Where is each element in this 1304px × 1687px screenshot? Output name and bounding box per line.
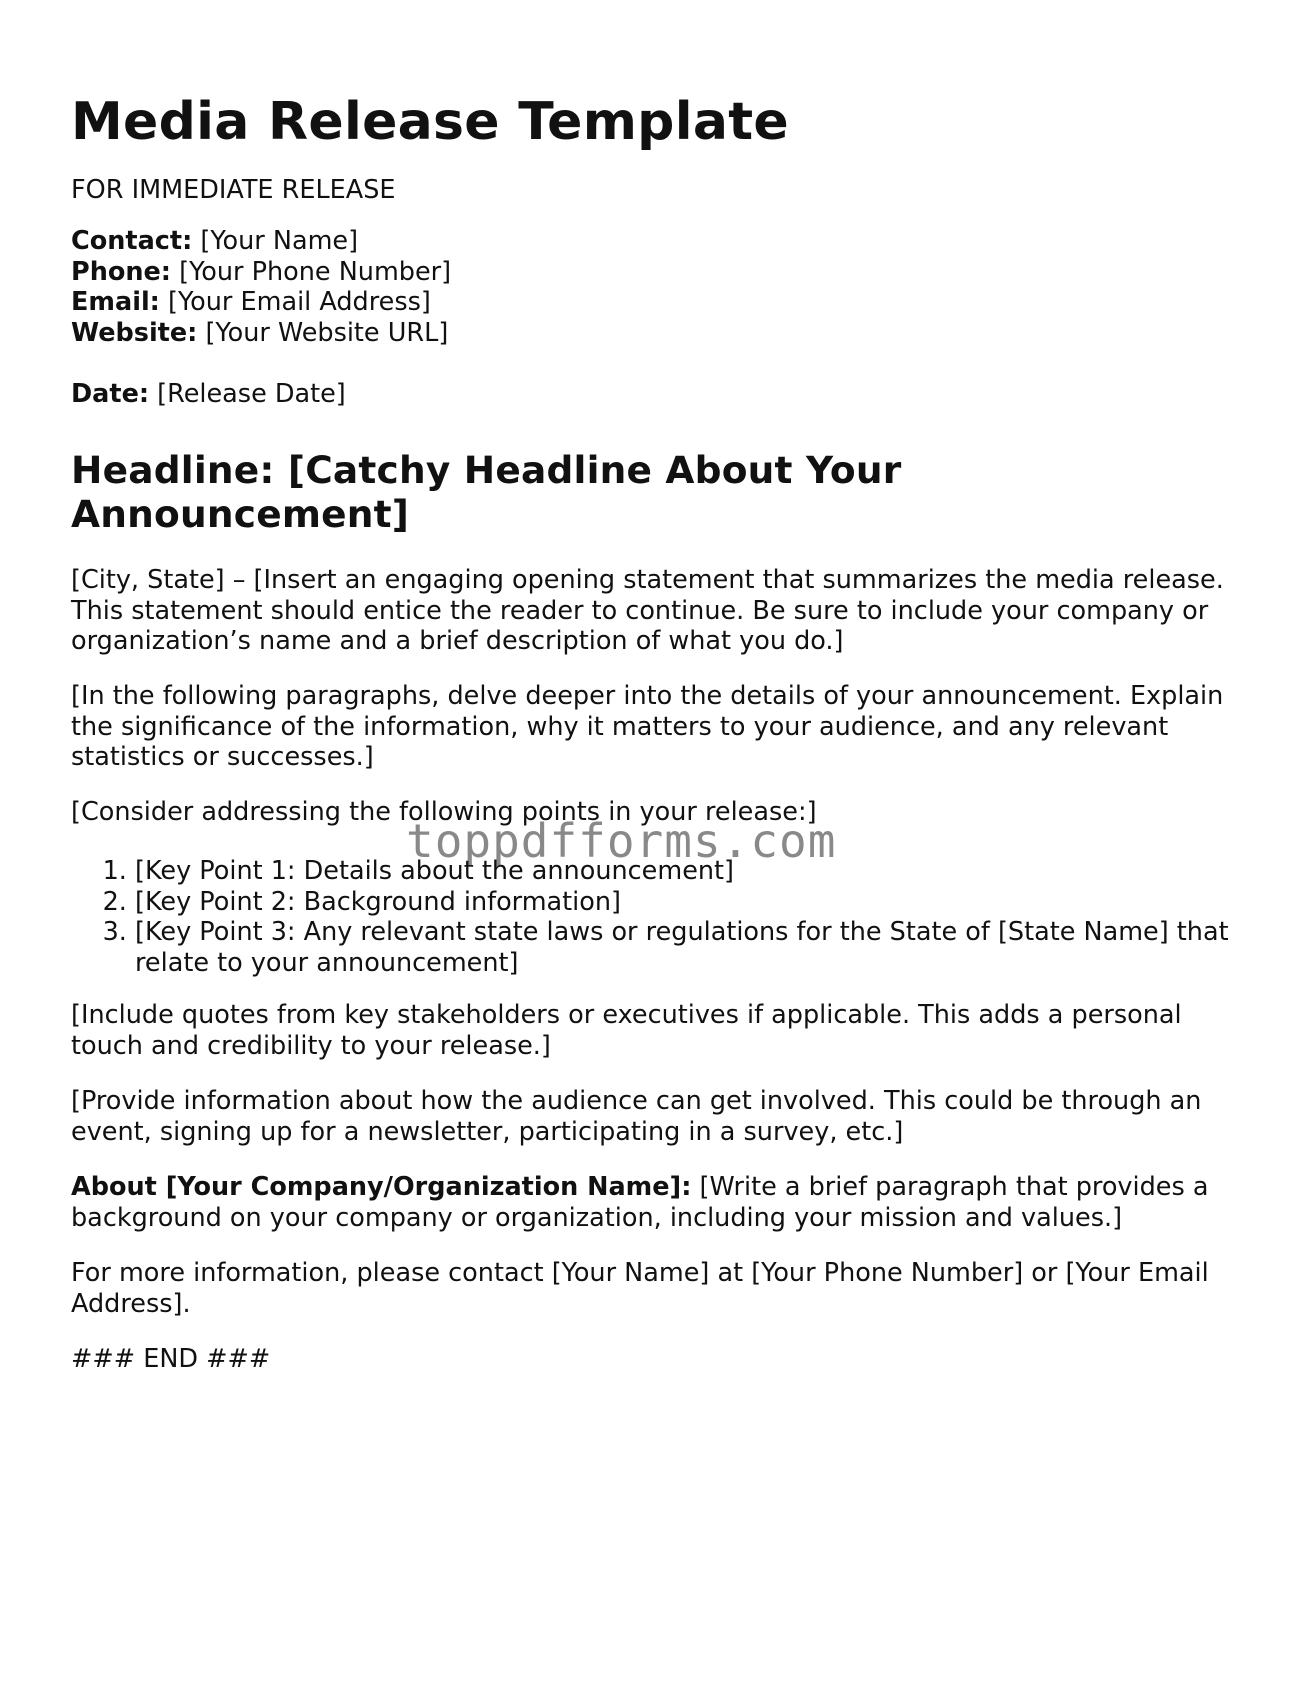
about-paragraph (71, 1172, 1231, 1233)
contact-value: [Your Name] (192, 226, 359, 256)
website-row (71, 318, 1231, 349)
list-item: 2. [Key Point 2: Background information] (135, 887, 1231, 918)
details-paragraph: [In the following paragraphs, delve deeper into the details of your announcement. Explain the significance of the information, why it matters to your audience, and any relevant statistics or successes.] (71, 681, 1224, 772)
date-row (71, 379, 1231, 410)
release-line: FOR IMMEDIATE RELEASE (71, 175, 396, 205)
website-value: [Your Website URL] (197, 317, 449, 348)
opening-paragraph: [City, State] – [Insert an engaging opening statement that summarizes the media release. This statement should entice the reader to continue. Be sure to include your company or organization’s name and a brief description of what you do.] (71, 565, 1224, 656)
contact-label: Contact: (71, 226, 193, 256)
email-label: Email: (71, 287, 160, 317)
phone-label: Phone: (71, 256, 172, 287)
page-title: Media Release Template (71, 92, 789, 152)
list-item: 1. [Key Point 1: Details about the announcement] (135, 856, 1231, 887)
date-value: [Release Date] (149, 379, 346, 409)
consider-paragraph: [Consider addressing the following points in your release:] (71, 797, 817, 827)
phone-row (71, 257, 1231, 288)
date-label: Date: (71, 379, 150, 409)
quotes-paragraph: [Include quotes from key stakeholders or executives if applicable. This adds a personal touch and credibility to your release.] (71, 1000, 1182, 1061)
website-label: Website: (71, 317, 198, 348)
headline: Headline: [Catchy Headline About Your Announcement] (71, 448, 902, 536)
involve-paragraph: [Provide information about how the audience can get involved. This could be through an event, signing up for a newsletter, participating in a survey, etc.] (71, 1086, 1202, 1147)
contact-block (71, 226, 1231, 348)
about-text: [Write a brief paragraph that provides a background on your company or organization, including your mission and values.] (71, 1172, 1209, 1233)
key-points-list (71, 856, 1231, 978)
more-info-paragraph: For more information, please contact [Your Name] at [Your Phone Number] or [Your Email Address]. (71, 1258, 1209, 1319)
watermark: toppdfforms.com (406, 814, 837, 868)
contact-row (71, 226, 1231, 257)
end-marker: ### END ### (71, 1344, 271, 1374)
phone-value: [Your Phone Number] (171, 256, 452, 287)
email-row (71, 287, 1231, 318)
list-item: 3. [Key Point 3: Any relevant state laws or regulations for the State of [State Name] that relate to your announcement] (135, 917, 1231, 978)
email-value: [Your Email Address] (159, 287, 431, 317)
about-label: About [Your Company/Organization Name]: (71, 1172, 692, 1202)
